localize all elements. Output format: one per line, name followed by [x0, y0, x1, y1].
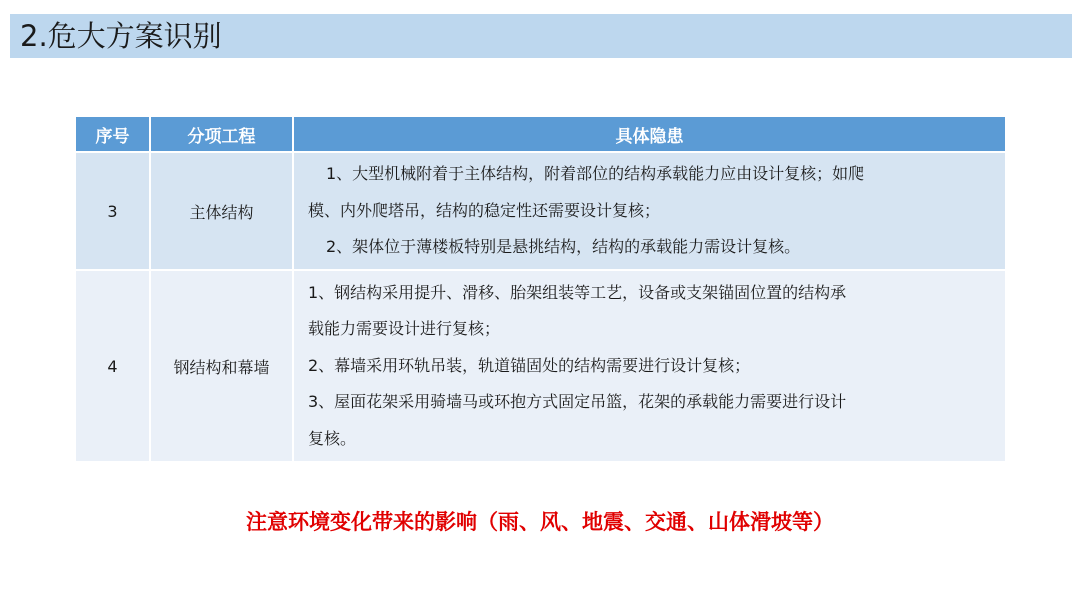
row-no: 4	[76, 269, 151, 461]
table-row	[76, 269, 1005, 461]
row-details	[294, 151, 1005, 269]
detail-line: 1、钢结构采用提升、滑移、胎架组装等工艺，设备或支架锚固位置的结构承	[308, 282, 847, 302]
detail-line: 2、架体位于薄楼板特别是悬挑结构，结构的承载能力需设计复核。	[326, 237, 801, 257]
detail-line: 复核。	[308, 428, 357, 448]
header-item: 分项工程	[151, 117, 294, 151]
header-details: 具体隐患	[294, 117, 1005, 151]
detail-line: 3、屋面花架采用骑墙马或环抱方式固定吊篮，花架的承载能力需要进行设计	[308, 392, 847, 412]
detail-line: 载能力需要设计进行复核；	[308, 319, 501, 339]
detail-line: 2、幕墙采用环轨吊装，轨道锚固处的结构需要进行设计复核；	[308, 355, 751, 375]
row-details	[294, 269, 1005, 461]
row-no: 3	[76, 151, 151, 269]
detail-line: 模、内外爬塔吊，结构的稳定性还需要设计复核；	[308, 200, 661, 220]
row-item: 钢结构和幕墙	[151, 269, 294, 461]
row-item: 主体结构	[151, 151, 294, 269]
slide-title: 2.危大方案识别	[20, 19, 222, 53]
table-header-row	[76, 117, 1005, 151]
risk-table	[76, 117, 1005, 461]
title-bar	[10, 14, 1072, 58]
table-row	[76, 151, 1005, 269]
warning-note: 注意环境变化带来的影响（雨、风、地震、交通、山体滑坡等）	[246, 510, 834, 534]
header-no: 序号	[76, 117, 151, 151]
detail-line: 1、大型机械附着于主体结构，附着部位的结构承载能力应由设计复核；如爬	[326, 164, 865, 184]
